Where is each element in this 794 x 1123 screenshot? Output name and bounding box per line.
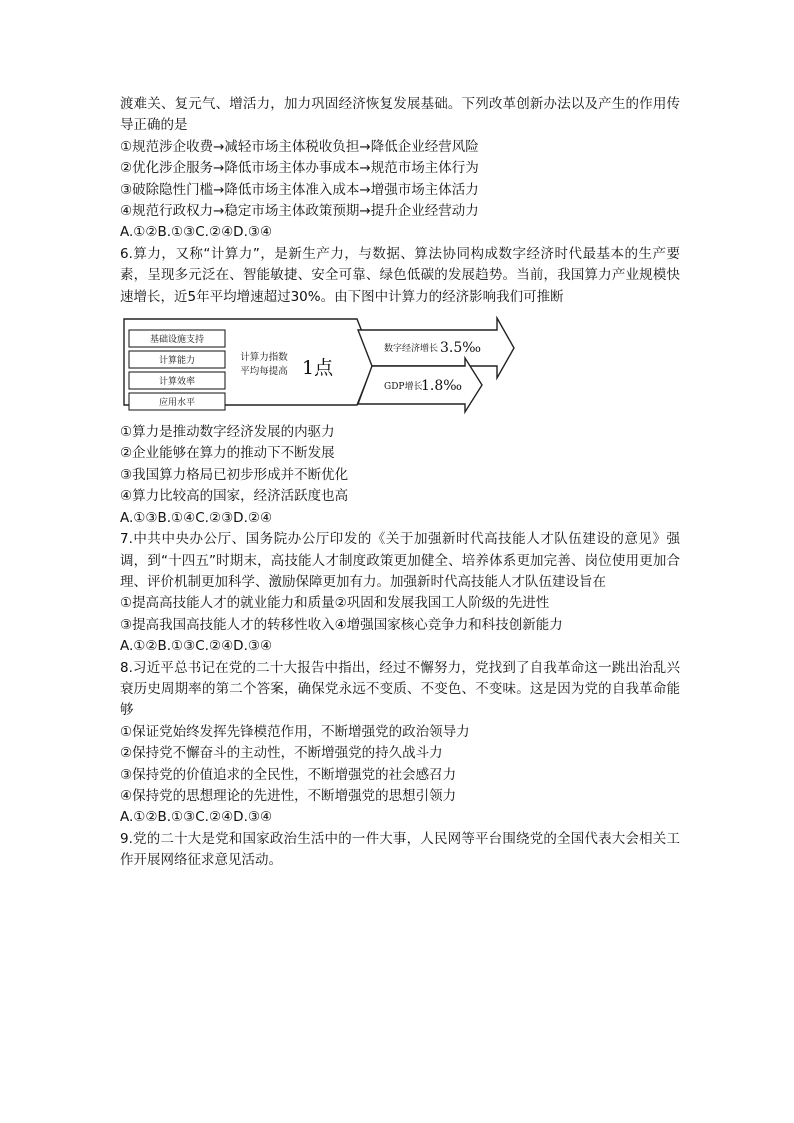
q8-option-2: ②保持党不懈奋斗的主动性，不断增强党的持久战斗力 (120, 745, 443, 762)
bottom-arrow-value: 1.8‰ (421, 378, 463, 395)
computing-power-diagram (122, 316, 520, 416)
q5-option-4: ④规范行政权力→稳定市场主体政策预期→提升企业经营动力 (120, 203, 479, 220)
q6-stem: 6.算力，又称“计算力”，是新生产力，与数据、算法协同构成数字经济时代最基本的生产要素，呈现多元泛在、智能敏捷、安全可靠、绿色低碳的发展趋势。当前，我国算力产业规模快速增长，近5年平均增速超过30%。由下图中计算力的经济影响我们可推断 (120, 245, 680, 305)
bottom-arrow-label: GDP增长 (384, 382, 423, 393)
q8-option-4: ④保持党的思想理论的先进性，不断增强党的思想引领力 (120, 787, 457, 804)
q5-answers: A.①②B.①③C.②④D.③④ (120, 224, 273, 241)
center-big-number: 1点 (302, 357, 334, 380)
left-box-3-label: 计算效率 (158, 377, 196, 388)
q7-answers: A.①②B.①③C.②④D.③④ (120, 638, 273, 655)
q7-stem: 7.中共中央办公厅、国务院办公厅印发的《关于加强新时代高技能人才队伍建设的意见》强调，到“十四五”时期末，高技能人才制度政策更加健全、培养体系更加完善、岗位使用更加合理、评价机制更加科学、激励保障更加有力。加强新时代高技能人才队伍建设旨在 (120, 531, 680, 590)
exam-page (120, 94, 680, 872)
center-line-1: 计算力指数 (240, 352, 288, 364)
top-arrow-label: 数字经济增长 (384, 344, 439, 355)
left-box-1-label: 基础设施支持 (149, 335, 205, 346)
left-box-4-label: 应用水平 (158, 398, 196, 409)
q6-option-1: ①算力是推动数字经济发展的内驱力 (120, 424, 335, 441)
center-line-2: 平均每提高 (240, 366, 288, 378)
left-box-2-label: 计算能力 (158, 356, 196, 367)
q6-option-2: ②企业能够在算力的推动下不断发展 (120, 445, 335, 462)
q8-answers: A.①②B.①③C.②④D.③④ (120, 809, 273, 826)
q5-stem: 渡难关、复元气、增活力，加力巩固经济恢复发展基础。下列改革创新办法以及产生的作用传导正确的是 (120, 96, 680, 134)
q8-option-1: ①保证党始终发挥先锋模范作用，不断增强党的政治领导力 (120, 723, 470, 740)
q6-option-4: ④算力比较高的国家，经济活跃度也高 (120, 488, 349, 505)
top-arrow-value: 3.5‰ (440, 340, 482, 357)
q5-option-1: ①规范涉企收费→减轻市场主体税收负担→降低企业经营风险 (120, 138, 479, 155)
q8-stem: 8.习近平总书记在党的二十大报告中指出，经过不懈努力，党找到了自我革命这一跳出治乱兴衰历史周期率的第二个答案，确保党永远不变质、不变色、不变味。这是因为党的自我革命能够 (120, 659, 680, 719)
q5-option-3: ③破除隐性门槛→降低市场主体准入成本→增强市场主体活力 (120, 181, 479, 198)
q5-option-2: ②优化涉企服务→降低市场主体办事成本→规范市场主体行为 (120, 160, 479, 177)
q7-option-2: ③提高我国高技能人才的转移性收入④增强国家核心竞争力和科技创新能力 (120, 616, 563, 633)
q9-stem: 9.党的二十大是党和国家政治生活中的一件大事，人民网等平台围绕党的全国代表大会相关工作开展网络征求意见活动。 (120, 830, 680, 869)
q6-option-3: ③我国算力格局已初步形成并不断优化 (120, 466, 349, 483)
q7-option-1: ①提高高技能人才的就业能力和质量②巩固和发展我国工人阶级的先进性 (120, 595, 550, 612)
q6-answers: A.①③B.①④C.②③D.②④ (120, 509, 273, 526)
q8-option-3: ③保持党的价值追求的全民性，不断增强党的社会感召力 (120, 766, 457, 783)
